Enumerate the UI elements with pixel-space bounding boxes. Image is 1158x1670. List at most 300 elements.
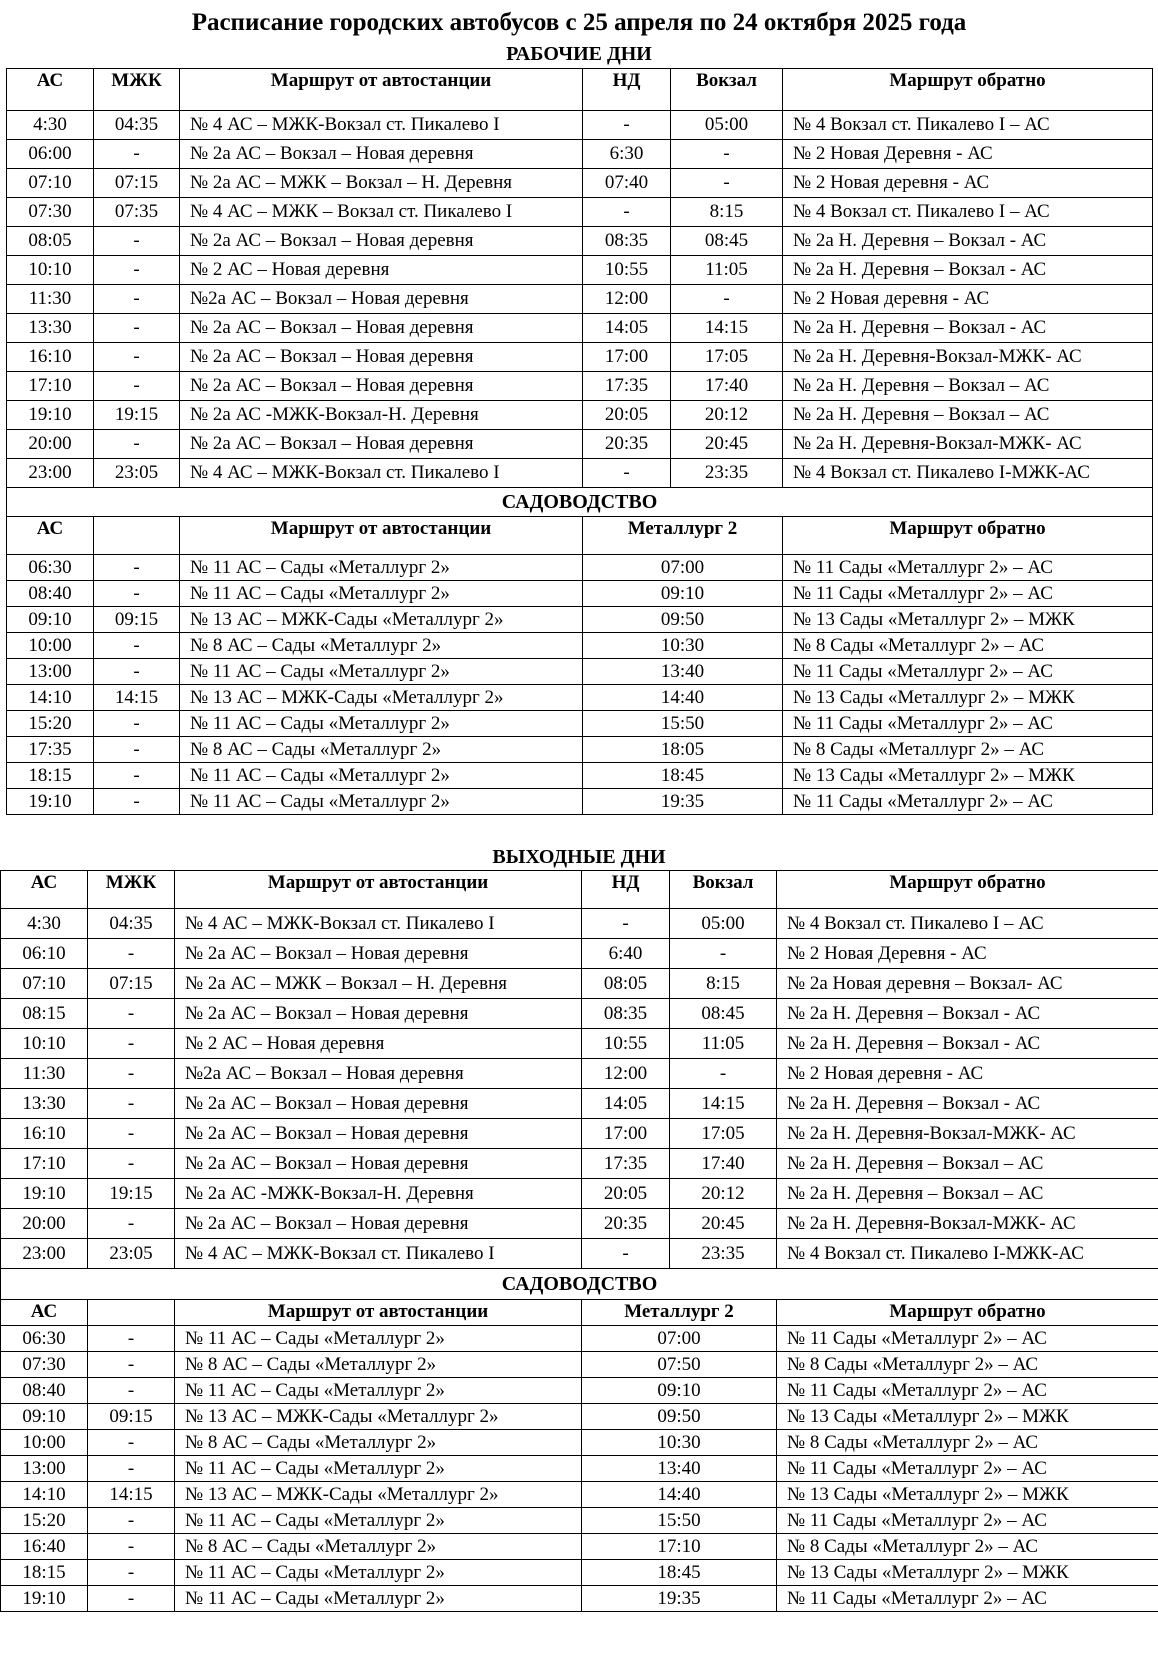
cell-route-from: № 11 АС – Сады «Металлург 2»	[175, 1508, 582, 1534]
weekends-rows	[1, 909, 1158, 1269]
cell-route-from: № 8 АС – Сады «Металлург 2»	[175, 1534, 582, 1560]
table-row	[7, 169, 1153, 198]
cell-route-from: № 11 АС – Сады «Металлург 2»	[175, 1560, 582, 1586]
cell-mzhk-time: 04:35	[94, 111, 180, 140]
table-row	[7, 111, 1153, 140]
cell-nd-time: 08:35	[583, 227, 671, 256]
header-route-from: Маршрут от автостанции	[180, 69, 583, 111]
cell-mzhk-time: -	[94, 314, 180, 343]
cell-route-back: № 2а Н. Деревня-Вокзал-МЖК- АС	[777, 1119, 1158, 1149]
cell-as-time: 4:30	[7, 111, 94, 140]
cell-route-from: № 13 АС – МЖК-Сады «Металлург 2»	[175, 1482, 582, 1508]
cell-mzhk-time: -	[88, 1586, 175, 1612]
table-row	[1, 939, 1158, 969]
cell-as-time: 07:10	[7, 169, 94, 198]
cell-as-time: 17:10	[1, 1149, 88, 1179]
cell-metallurg-time: 09:10	[583, 581, 783, 607]
header-as: АС	[7, 517, 94, 555]
table-row	[1, 1029, 1158, 1059]
cell-mzhk-time: -	[88, 1456, 175, 1482]
cell-as-time: 06:10	[1, 939, 88, 969]
cell-route-from: № 2а АС – Вокзал – Новая деревня	[180, 372, 583, 401]
cell-metallurg-time: 15:50	[582, 1508, 777, 1534]
cell-mzhk-time: 23:05	[94, 459, 180, 488]
cell-mzhk-time: -	[88, 1378, 175, 1404]
cell-mzhk-time: 07:15	[88, 969, 175, 999]
cell-vokzal-time: 17:40	[670, 1149, 777, 1179]
cell-route-from: № 11 АС – Сады «Металлург 2»	[180, 659, 583, 685]
cell-route-back: № 11 Сады «Металлург 2» – АС	[777, 1456, 1158, 1482]
cell-mzhk-time: -	[88, 1209, 175, 1239]
table-row	[7, 343, 1153, 372]
cell-as-time: 07:10	[1, 969, 88, 999]
cell-route-from: №2а АС – Вокзал – Новая деревня	[175, 1059, 582, 1089]
table-row	[1, 1326, 1158, 1352]
cell-route-from: № 11 АС – Сады «Металлург 2»	[175, 1586, 582, 1612]
cell-mzhk-time: -	[94, 633, 180, 659]
table-row	[1, 1179, 1158, 1209]
cell-route-from: № 2а АС – Вокзал – Новая деревня	[180, 430, 583, 459]
table-row	[1, 1059, 1158, 1089]
header-empty	[94, 517, 180, 555]
cell-metallurg-time: 18:45	[583, 763, 783, 789]
table-row	[1, 1089, 1158, 1119]
cell-route-from: №2а АС – Вокзал – Новая деревня	[180, 285, 583, 314]
cell-vokzal-time: 20:12	[670, 1179, 777, 1209]
cell-route-from: № 4 АС – МЖК-Вокзал ст. Пикалево I	[175, 1239, 582, 1269]
cell-route-back: № 2а Н. Деревня – Вокзал – АС	[783, 401, 1153, 430]
header-metallurg: Металлург 2	[583, 517, 783, 555]
cell-metallurg-time: 09:50	[582, 1404, 777, 1430]
cell-route-back: № 13 Сады «Металлург 2» – МЖК	[783, 685, 1153, 711]
cell-as-time: 09:10	[7, 607, 94, 633]
cell-as-time: 20:00	[7, 430, 94, 459]
cell-nd-time: -	[582, 1239, 670, 1269]
cell-nd-time: -	[583, 111, 671, 140]
cell-nd-time: 20:05	[582, 1179, 670, 1209]
cell-as-time: 06:30	[7, 555, 94, 581]
cell-route-back: № 11 Сады «Металлург 2» – АС	[783, 789, 1153, 815]
cell-metallurg-time: 18:45	[582, 1560, 777, 1586]
cell-route-from: № 11 АС – Сады «Металлург 2»	[175, 1326, 582, 1352]
header-mzhk: МЖК	[88, 871, 175, 909]
cell-metallurg-time: 13:40	[583, 659, 783, 685]
table-row	[7, 256, 1153, 285]
cell-route-from: № 4 АС – МЖК-Вокзал ст. Пикалево I	[180, 111, 583, 140]
cell-route-from: № 11 АС – Сады «Металлург 2»	[180, 763, 583, 789]
cell-as-time: 13:00	[7, 659, 94, 685]
table-row	[1, 999, 1158, 1029]
cell-route-back: № 2а Н. Деревня – Вокзал - АС	[783, 227, 1153, 256]
workdays-schedule-table	[6, 68, 1153, 815]
cell-vokzal-time: 20:45	[671, 430, 783, 459]
cell-route-from: № 11 АС – Сады «Металлург 2»	[175, 1456, 582, 1482]
cell-metallurg-time: 10:30	[583, 633, 783, 659]
cell-metallurg-time: 09:50	[583, 607, 783, 633]
cell-mzhk-time: -	[94, 737, 180, 763]
table-row	[1, 1586, 1158, 1612]
cell-route-from: № 13 АС – МЖК-Сады «Металлург 2»	[175, 1404, 582, 1430]
table-row	[1, 969, 1158, 999]
cell-route-from: № 11 АС – Сады «Металлург 2»	[180, 711, 583, 737]
cell-metallurg-time: 07:00	[583, 555, 783, 581]
header-route-from: Маршрут от автостанции	[180, 517, 583, 555]
cell-as-time: 18:15	[7, 763, 94, 789]
cell-vokzal-time: 23:35	[671, 459, 783, 488]
cell-route-from: № 2 АС – Новая деревня	[175, 1029, 582, 1059]
subsection-row	[1, 1269, 1158, 1300]
header-as: АС	[1, 1300, 88, 1326]
cell-route-back: № 2 Новая Деревня - АС	[777, 939, 1158, 969]
cell-metallurg-time: 18:05	[583, 737, 783, 763]
cell-vokzal-time: 8:15	[671, 198, 783, 227]
cell-route-from: № 8 АС – Сады «Металлург 2»	[175, 1430, 582, 1456]
cell-nd-time: 10:55	[583, 256, 671, 285]
cell-route-from: № 8 АС – Сады «Металлург 2»	[180, 633, 583, 659]
cell-route-back: № 4 Вокзал ст. Пикалево I-МЖК-АС	[777, 1239, 1158, 1269]
cell-nd-time: 12:00	[583, 285, 671, 314]
cell-route-back: № 2а Н. Деревня – Вокзал – АС	[777, 1179, 1158, 1209]
cell-route-back: № 4 Вокзал ст. Пикалево I – АС	[777, 909, 1158, 939]
table-row	[7, 789, 1153, 815]
header-nd: НД	[582, 871, 670, 909]
cell-route-back: № 11 Сады «Металлург 2» – АС	[783, 711, 1153, 737]
cell-metallurg-time: 14:40	[582, 1482, 777, 1508]
cell-mzhk-time: -	[88, 1059, 175, 1089]
cell-mzhk-time: 19:15	[94, 401, 180, 430]
cell-mzhk-time: -	[94, 343, 180, 372]
subsection-title-garden-weekends: САДОВОДСТВО	[1, 1269, 1158, 1300]
cell-route-from: № 2а АС – Вокзал – Новая деревня	[175, 1209, 582, 1239]
table-row	[7, 555, 1153, 581]
cell-vokzal-time: 14:15	[670, 1089, 777, 1119]
cell-as-time: 19:10	[7, 789, 94, 815]
cell-as-time: 07:30	[7, 198, 94, 227]
cell-as-time: 19:10	[7, 401, 94, 430]
header-route-back: Маршрут обратно	[777, 871, 1158, 909]
cell-mzhk-time: -	[88, 1430, 175, 1456]
cell-route-back: № 4 Вокзал ст. Пикалево I – АС	[783, 198, 1153, 227]
cell-metallurg-time: 09:10	[582, 1378, 777, 1404]
cell-metallurg-time: 17:10	[582, 1534, 777, 1560]
cell-route-from: № 2а АС – Вокзал – Новая деревня	[175, 939, 582, 969]
table-row	[1, 1560, 1158, 1586]
cell-as-time: 13:00	[1, 1456, 88, 1482]
cell-mzhk-time: -	[94, 581, 180, 607]
header-route-back: Маршрут обратно	[777, 1300, 1158, 1326]
cell-route-from: № 2а АС – МЖК – Вокзал – Н. Деревня	[180, 169, 583, 198]
table-row	[7, 140, 1153, 169]
cell-route-back: № 11 Сады «Металлург 2» – АС	[777, 1508, 1158, 1534]
cell-nd-time: 08:05	[582, 969, 670, 999]
workdays-rows	[7, 111, 1153, 488]
cell-route-back: № 2а Н. Деревня – Вокзал – АС	[783, 372, 1153, 401]
cell-as-time: 23:00	[1, 1239, 88, 1269]
cell-nd-time: -	[583, 198, 671, 227]
cell-route-from: № 2а АС -МЖК-Вокзал-Н. Деревня	[180, 401, 583, 430]
table-row	[7, 659, 1153, 685]
cell-nd-time: 17:00	[582, 1119, 670, 1149]
cell-route-back: № 2а Н. Деревня – Вокзал - АС	[777, 1029, 1158, 1059]
table-header-row	[1, 1300, 1158, 1326]
weekends-garden-rows	[1, 1326, 1158, 1612]
header-vokzal: Вокзал	[671, 69, 783, 111]
cell-route-back: № 2а Н. Деревня-Вокзал-МЖК- АС	[783, 430, 1153, 459]
cell-route-from: № 2а АС -МЖК-Вокзал-Н. Деревня	[175, 1179, 582, 1209]
cell-as-time: 17:10	[7, 372, 94, 401]
table-row	[1, 1239, 1158, 1269]
cell-as-time: 06:00	[7, 140, 94, 169]
cell-as-time: 08:40	[7, 581, 94, 607]
cell-mzhk-time: -	[88, 1326, 175, 1352]
cell-route-back: № 13 Сады «Металлург 2» – МЖК	[777, 1404, 1158, 1430]
cell-route-from: № 2а АС – МЖК – Вокзал – Н. Деревня	[175, 969, 582, 999]
cell-metallurg-time: 07:50	[582, 1352, 777, 1378]
cell-mzhk-time: -	[94, 372, 180, 401]
cell-mzhk-time: 23:05	[88, 1239, 175, 1269]
cell-mzhk-time: 04:35	[88, 909, 175, 939]
table-header-row	[1, 871, 1158, 909]
cell-metallurg-time: 19:35	[582, 1586, 777, 1612]
cell-route-back: № 8 Сады «Металлург 2» – АС	[783, 633, 1153, 659]
cell-as-time: 11:30	[1, 1059, 88, 1089]
cell-as-time: 10:00	[1, 1430, 88, 1456]
cell-metallurg-time: 13:40	[582, 1456, 777, 1482]
cell-route-back: № 2 Новая деревня - АС	[777, 1059, 1158, 1089]
cell-as-time: 19:10	[1, 1179, 88, 1209]
cell-route-back: № 11 Сады «Металлург 2» – АС	[783, 555, 1153, 581]
cell-route-from: № 8 АС – Сады «Металлург 2»	[175, 1352, 582, 1378]
cell-route-back: № 2 Новая деревня - АС	[783, 169, 1153, 198]
cell-mzhk-time: -	[88, 999, 175, 1029]
cell-route-back: № 13 Сады «Металлург 2» – МЖК	[777, 1482, 1158, 1508]
cell-mzhk-time: 14:15	[94, 685, 180, 711]
cell-route-back: № 11 Сады «Металлург 2» – АС	[783, 581, 1153, 607]
cell-nd-time: -	[583, 459, 671, 488]
cell-mzhk-time: -	[88, 1029, 175, 1059]
table-row	[1, 1119, 1158, 1149]
table-row	[1, 1378, 1158, 1404]
cell-vokzal-time: 17:05	[670, 1119, 777, 1149]
cell-route-back: № 4 Вокзал ст. Пикалево I-МЖК-АС	[783, 459, 1153, 488]
cell-mzhk-time: -	[94, 256, 180, 285]
cell-as-time: 14:10	[7, 685, 94, 711]
cell-nd-time: 14:05	[582, 1089, 670, 1119]
cell-nd-time: 14:05	[583, 314, 671, 343]
cell-route-from: № 11 АС – Сады «Металлург 2»	[180, 581, 583, 607]
cell-route-from: № 2 АС – Новая деревня	[180, 256, 583, 285]
cell-nd-time: 17:35	[582, 1149, 670, 1179]
cell-as-time: 14:10	[1, 1482, 88, 1508]
cell-as-time: 16:40	[1, 1534, 88, 1560]
cell-mzhk-time: -	[88, 1352, 175, 1378]
workdays-garden-rows	[7, 555, 1153, 815]
table-row	[7, 198, 1153, 227]
table-row	[7, 401, 1153, 430]
section-title-workdays: РАБОЧИЕ ДНИ	[506, 43, 652, 65]
cell-route-back: № 2а Н. Деревня – Вокзал - АС	[783, 314, 1153, 343]
cell-nd-time: 08:35	[582, 999, 670, 1029]
cell-as-time: 13:30	[7, 314, 94, 343]
table-row	[1, 1482, 1158, 1508]
cell-mzhk-time: -	[94, 789, 180, 815]
cell-mzhk-time: -	[88, 939, 175, 969]
cell-as-time: 10:10	[7, 256, 94, 285]
cell-as-time: 15:20	[1, 1508, 88, 1534]
subsection-row	[7, 488, 1153, 517]
table-row	[1, 1430, 1158, 1456]
cell-as-time: 16:10	[7, 343, 94, 372]
cell-route-from: № 13 АС – МЖК-Сады «Металлург 2»	[180, 685, 583, 711]
cell-mzhk-time: 09:15	[88, 1404, 175, 1430]
cell-route-back: № 8 Сады «Металлург 2» – АС	[777, 1534, 1158, 1560]
header-nd: НД	[583, 69, 671, 111]
header-mzhk: МЖК	[94, 69, 180, 111]
table-row	[1, 909, 1158, 939]
cell-vokzal-time: 11:05	[671, 256, 783, 285]
cell-metallurg-time: 19:35	[583, 789, 783, 815]
table-row	[7, 685, 1153, 711]
cell-route-back: № 13 Сады «Металлург 2» – МЖК	[777, 1560, 1158, 1586]
table-header-row	[7, 517, 1153, 555]
cell-as-time: 16:10	[1, 1119, 88, 1149]
cell-vokzal-time: -	[671, 169, 783, 198]
cell-vokzal-time: -	[670, 1059, 777, 1089]
cell-mzhk-time: -	[94, 555, 180, 581]
table-row	[1, 1149, 1158, 1179]
cell-route-from: № 2а АС – Вокзал – Новая деревня	[175, 1119, 582, 1149]
cell-as-time: 08:40	[1, 1378, 88, 1404]
cell-route-back: № 11 Сады «Металлург 2» – АС	[777, 1378, 1158, 1404]
cell-vokzal-time: 05:00	[670, 909, 777, 939]
header-route-from: Маршрут от автостанции	[175, 1300, 582, 1326]
table-row	[7, 737, 1153, 763]
cell-vokzal-time: -	[671, 285, 783, 314]
cell-mzhk-time: 09:15	[94, 607, 180, 633]
cell-nd-time: 20:35	[582, 1209, 670, 1239]
cell-mzhk-time: 19:15	[88, 1179, 175, 1209]
cell-route-back: № 2а Н. Деревня-Вокзал-МЖК- АС	[783, 343, 1153, 372]
cell-route-from: № 11 АС – Сады «Металлург 2»	[180, 789, 583, 815]
cell-route-back: № 2а Н. Деревня – Вокзал – АС	[777, 1149, 1158, 1179]
cell-route-back: № 2 Новая деревня - АС	[783, 285, 1153, 314]
cell-route-back: № 8 Сады «Металлург 2» – АС	[783, 737, 1153, 763]
cell-route-from: № 2а АС – Вокзал – Новая деревня	[180, 314, 583, 343]
cell-route-from: № 11 АС – Сады «Металлург 2»	[175, 1378, 582, 1404]
cell-route-back: № 8 Сады «Металлург 2» – АС	[777, 1430, 1158, 1456]
cell-vokzal-time: -	[671, 140, 783, 169]
cell-vokzal-time: 17:05	[671, 343, 783, 372]
cell-mzhk-time: 07:15	[94, 169, 180, 198]
cell-vokzal-time: 08:45	[670, 999, 777, 1029]
cell-route-from: № 2а АС – Вокзал – Новая деревня	[175, 1089, 582, 1119]
cell-nd-time: 6:40	[582, 939, 670, 969]
cell-route-from: № 2а АС – Вокзал – Новая деревня	[180, 140, 583, 169]
cell-as-time: 10:10	[1, 1029, 88, 1059]
table-row	[7, 285, 1153, 314]
cell-route-back: № 8 Сады «Металлург 2» – АС	[777, 1352, 1158, 1378]
cell-vokzal-time: 14:15	[671, 314, 783, 343]
cell-as-time: 18:15	[1, 1560, 88, 1586]
cell-route-back: № 2а Н. Деревня – Вокзал - АС	[783, 256, 1153, 285]
cell-route-back: № 4 Вокзал ст. Пикалево I – АС	[783, 111, 1153, 140]
cell-mzhk-time: -	[88, 1534, 175, 1560]
table-row	[1, 1456, 1158, 1482]
cell-mzhk-time: -	[94, 430, 180, 459]
cell-as-time: 11:30	[7, 285, 94, 314]
cell-as-time: 06:30	[1, 1326, 88, 1352]
table-row	[7, 581, 1153, 607]
cell-vokzal-time: 08:45	[671, 227, 783, 256]
cell-mzhk-time: 07:35	[94, 198, 180, 227]
cell-as-time: 19:10	[1, 1586, 88, 1612]
table-row	[7, 711, 1153, 737]
cell-metallurg-time: 14:40	[583, 685, 783, 711]
cell-route-from: № 2а АС – Вокзал – Новая деревня	[180, 343, 583, 372]
cell-route-back: № 2а Н. Деревня – Вокзал - АС	[777, 1089, 1158, 1119]
cell-mzhk-time: 14:15	[88, 1482, 175, 1508]
cell-mzhk-time: -	[88, 1560, 175, 1586]
cell-route-back: № 13 Сады «Металлург 2» – МЖК	[783, 607, 1153, 633]
cell-route-from: № 11 АС – Сады «Металлург 2»	[180, 555, 583, 581]
cell-as-time: 10:00	[7, 633, 94, 659]
cell-vokzal-time: 05:00	[671, 111, 783, 140]
cell-nd-time: 6:30	[583, 140, 671, 169]
cell-as-time: 17:35	[7, 737, 94, 763]
cell-metallurg-time: 07:00	[582, 1326, 777, 1352]
table-header-row	[7, 69, 1153, 111]
cell-route-back: № 11 Сады «Металлург 2» – АС	[777, 1326, 1158, 1352]
cell-nd-time: 07:40	[583, 169, 671, 198]
cell-mzhk-time: -	[94, 659, 180, 685]
cell-nd-time: 10:55	[582, 1029, 670, 1059]
table-row	[7, 763, 1153, 789]
table-row	[7, 430, 1153, 459]
cell-as-time: 13:30	[1, 1089, 88, 1119]
header-route-from: Маршрут от автостанции	[175, 871, 582, 909]
cell-mzhk-time: -	[94, 711, 180, 737]
table-row	[1, 1508, 1158, 1534]
cell-as-time: 07:30	[1, 1352, 88, 1378]
cell-nd-time: 17:35	[583, 372, 671, 401]
cell-route-back: № 13 Сады «Металлург 2» – МЖК	[783, 763, 1153, 789]
cell-as-time: 23:00	[7, 459, 94, 488]
cell-nd-time: 12:00	[582, 1059, 670, 1089]
cell-nd-time: 17:00	[583, 343, 671, 372]
cell-route-back: № 2а Новая деревня – Вокзал- АС	[777, 969, 1158, 999]
cell-mzhk-time: -	[94, 227, 180, 256]
table-row	[7, 633, 1153, 659]
cell-route-back: № 11 Сады «Металлург 2» – АС	[783, 659, 1153, 685]
table-row	[7, 314, 1153, 343]
table-row	[1, 1404, 1158, 1430]
header-metallurg: Металлург 2	[582, 1300, 777, 1326]
cell-vokzal-time: 17:40	[671, 372, 783, 401]
subsection-title-garden-workdays: САДОВОДСТВО	[7, 488, 1153, 517]
cell-route-from: № 2а АС – Вокзал – Новая деревня	[180, 227, 583, 256]
cell-metallurg-time: 15:50	[583, 711, 783, 737]
cell-vokzal-time: 11:05	[670, 1029, 777, 1059]
header-vokzal: Вокзал	[670, 871, 777, 909]
cell-nd-time: -	[582, 909, 670, 939]
cell-as-time: 4:30	[1, 909, 88, 939]
cell-vokzal-time: 20:45	[670, 1209, 777, 1239]
cell-vokzal-time: -	[670, 939, 777, 969]
cell-nd-time: 20:35	[583, 430, 671, 459]
cell-as-time: 08:15	[1, 999, 88, 1029]
cell-mzhk-time: -	[88, 1508, 175, 1534]
weekends-schedule-table	[0, 870, 1158, 1612]
